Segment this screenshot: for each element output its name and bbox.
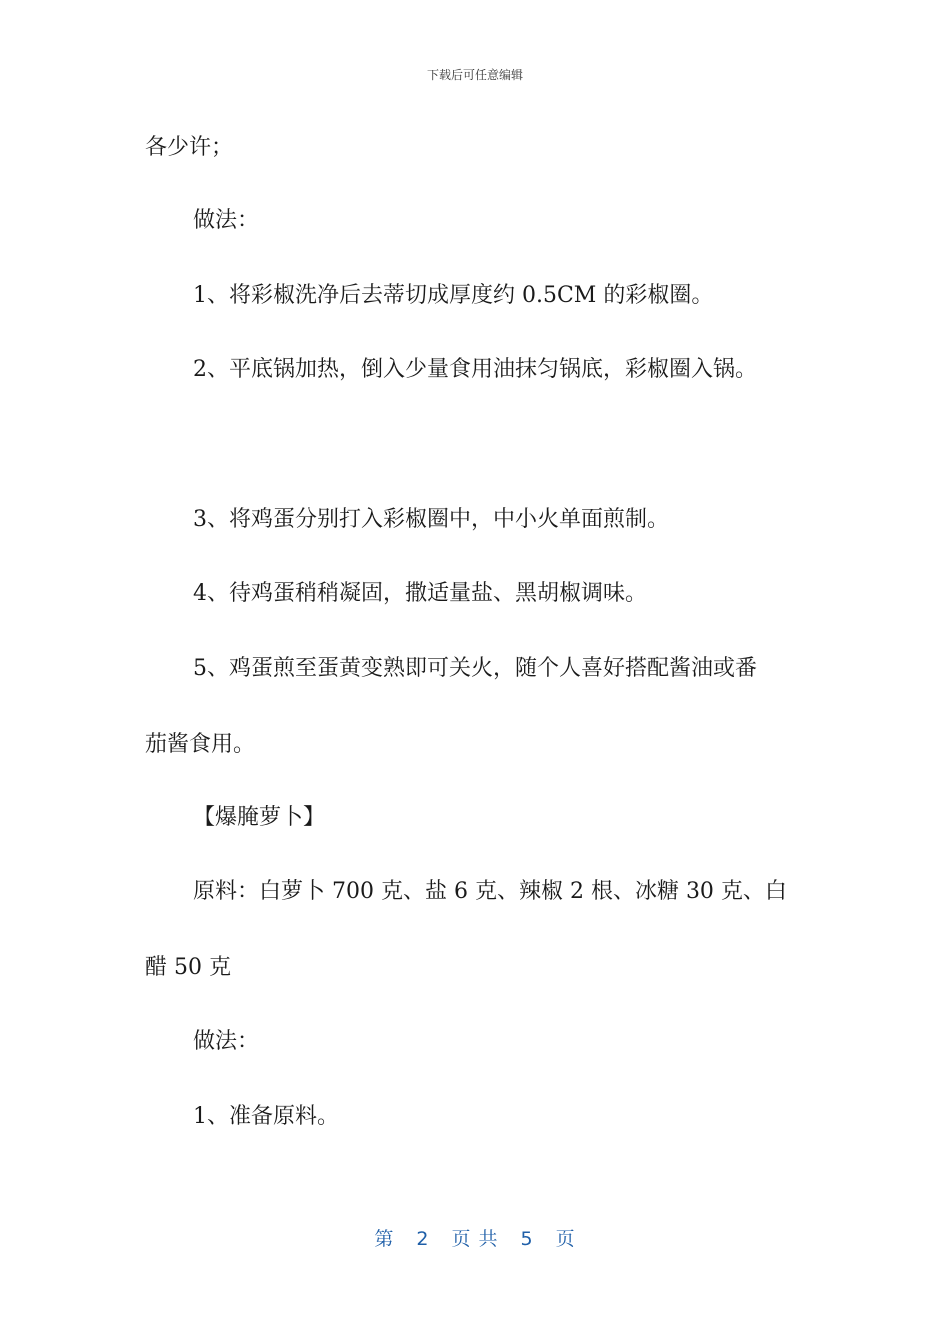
text-line: 茄酱食用。 xyxy=(145,732,256,757)
page-footer xyxy=(0,1224,950,1251)
text-line: 4、待鸡蛋稍稍凝固，撒适量盐、黑胡椒调味。 xyxy=(193,581,647,606)
footer-prefix: 第 xyxy=(374,1228,395,1250)
text-line: 原料：白萝卜 700 克、盐 6 克、辣椒 2 根、冰糖 30 克、白 xyxy=(193,879,787,904)
text-line: 做法： xyxy=(193,208,260,233)
page-header: 下载后可任意编辑 xyxy=(426,68,523,82)
section-heading: 【爆腌萝卜】 xyxy=(193,805,326,830)
text-line: 做法： xyxy=(193,1029,260,1054)
footer-middle: 页 共 xyxy=(451,1228,499,1250)
text-line: 2、平底锅加热，倒入少量食用油抹匀锅底，彩椒圈入锅。 xyxy=(193,357,757,382)
current-page-number: 2 xyxy=(416,1228,430,1250)
text-line: 醋 50 克 xyxy=(145,955,231,980)
text-line: 3、将鸡蛋分别打入彩椒圈中，中小火单面煎制。 xyxy=(193,507,669,532)
text-line: 1、将彩椒洗净后去蒂切成厚度约 0.5CM 的彩椒圈。 xyxy=(193,283,714,308)
text-line: 各少许； xyxy=(145,135,234,160)
footer-suffix: 页 xyxy=(555,1228,576,1250)
text-line: 1、准备原料。 xyxy=(193,1104,339,1129)
total-page-count: 5 xyxy=(520,1228,534,1250)
text-line: 5、鸡蛋煎至蛋黄变熟即可关火，随个人喜好搭配酱油或番 xyxy=(193,656,757,681)
